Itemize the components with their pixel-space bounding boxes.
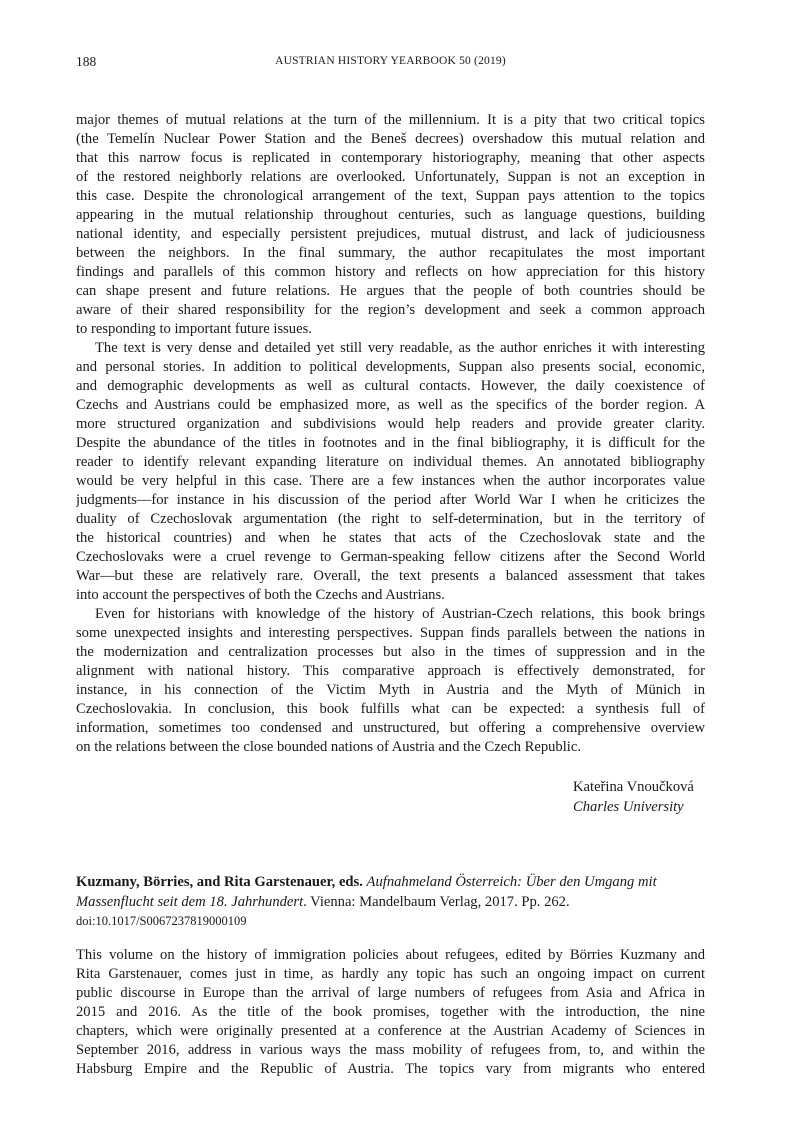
text-line: some unexpected insights and interesting perspectives. Suppan finds parallels between the nations in xyxy=(76,625,705,641)
reviewer-signature xyxy=(573,777,694,817)
citation-doi[interactable]: doi:10.1017/S0067237819000109 xyxy=(76,914,247,928)
text-line: Czechs and Austrians could be emphasized more, as well as the specifics of the border region. A xyxy=(76,397,705,413)
text-line: alignment with national history. This comparative approach is effectively demonstrated, for xyxy=(76,663,705,679)
text-line: This volume on the history of immigration policies about refugees, edited by Börries Kuzmany and xyxy=(76,947,705,963)
review1-paragraph-2 xyxy=(76,339,705,605)
book-citation xyxy=(76,872,705,930)
text-line: more structured organization and subdivisions would help readers and provide greater clarity. xyxy=(76,416,705,432)
text-line: that this narrow focus is replicated in contemporary historiography, meaning that other aspects xyxy=(76,150,705,166)
text-line: the modernization and centralization processes but also in the times of suppression and in the xyxy=(76,644,705,660)
text-line: The text is very dense and detailed yet still very readable, as the author enriches it with interesting xyxy=(95,340,705,356)
text-line: reader to identify relevant expanding literature on individual themes. An annotated bibliography xyxy=(76,454,705,470)
reviewer-name: Kateřina Vnoučková xyxy=(573,779,694,795)
journal-title: AUSTRIAN HISTORY YEARBOOK 50 (2019) xyxy=(275,55,506,67)
text-line: Even for historians with knowledge of the history of Austrian-Czech relations, this book brings xyxy=(95,606,705,622)
text-line: between the neighbors. In the final summary, the author recapitulates the most important xyxy=(76,245,705,261)
running-header xyxy=(76,54,705,72)
text-line: and personal stories. In addition to political developments, Suppan also presents social, economic, xyxy=(76,359,705,375)
citation-authors: Kuzmany, Börries, and Rita Garstenauer, eds. xyxy=(76,874,363,890)
text-line: can shape present and future relations. He argues that the people of both countries should be xyxy=(76,283,705,299)
page-number: 188 xyxy=(76,54,97,69)
review1-paragraph-3 xyxy=(76,605,705,757)
text-line: appearing in the mutual relationship throughout centuries, such as language questions, building xyxy=(76,207,705,223)
text-line: Czechoslovakia. In conclusion, this book fulfills what can be expected: a synthesis full of xyxy=(76,701,705,717)
text-line: September 2016, address in various ways the mass mobility of refugees from, to, and within the xyxy=(76,1042,705,1058)
text-line: Habsburg Empire and the Republic of Austria. The topics vary from migrants who entered xyxy=(76,1061,705,1077)
text-line: aware of their shared responsibility for the region’s development and seek a common approach xyxy=(76,302,705,318)
text-line: on the relations between the close bounded nations of Austria and the Czech Republic. xyxy=(76,739,581,755)
text-line: Despite the abundance of the titles in footnotes and in the final bibliography, it is difficult for the xyxy=(76,435,705,451)
text-line: would be very helpful in this case. There are a few instances when the author incorporates value xyxy=(76,473,705,489)
text-line: major themes of mutual relations at the turn of the millennium. It is a pity that two critical topics xyxy=(76,112,705,128)
text-line: national identity, and especially persistent prejudices, mutual distrust, and lack of judiciousness xyxy=(76,226,705,242)
text-line: public discourse in Europe than the arrival of large numbers of refugees from Asia and Africa in xyxy=(76,985,705,1001)
reviewer-affiliation: Charles University xyxy=(573,799,684,815)
text-line: 2015 and 2016. As the title of the book promises, together with the introduction, the nine xyxy=(76,1004,705,1020)
text-line: chapters, which were originally presented at a conference at the Austrian Academy of Sciences in xyxy=(76,1023,705,1039)
text-line: judgments—for instance in his discussion of the period after World War I when he criticizes the xyxy=(76,492,705,508)
text-line: and demographic developments as well as cultural contacts. However, the daily coexistence of xyxy=(76,378,705,394)
text-line: findings and parallels of this common history and reflects on how appreciation for this history xyxy=(76,264,705,280)
text-line: the historical countries) and when he states that acts of the Czechoslovak state and the xyxy=(76,530,705,546)
text-line: Rita Garstenauer, comes just in time, as hardly any topic has such an ongoing impact on current xyxy=(76,966,705,982)
review1-paragraph-1 xyxy=(76,111,705,339)
text-line: information, sometimes too condensed and unstructured, but offering a comprehensive overview xyxy=(76,720,705,736)
text-line: duality of Czechoslovak argumentation (the right to self-determination, but in the territory of xyxy=(76,511,705,527)
text-line: Czechoslovaks were a cruel revenge to German-speaking fellow citizens after the Second World xyxy=(76,549,705,565)
text-line: into account the perspectives of both the Czechs and Austrians. xyxy=(76,587,445,603)
text-line: War—but these are relatively rare. Overall, the text presents a balanced assessment that takes xyxy=(76,568,705,584)
text-line: this case. Despite the chronological arrangement of the text, Suppan pays attention to the topics xyxy=(76,188,705,204)
text-line: to responding to important future issues. xyxy=(76,321,312,337)
text-line: (the Temelín Nuclear Power Station and the Beneš decrees) overshadow this mutual relation and xyxy=(76,131,705,147)
citation-book-title: Aufnahmeland Österreich: Über den Umgang mit Massenflucht seit dem 18. Jahrhundert xyxy=(76,874,657,910)
text-line: instance, in his connection of the Victim Myth in Austria and the Myth of Münich in xyxy=(76,682,705,698)
text-line: of the restored neighborly relations are overlooked. Unfortunately, Suppan is not an exception in xyxy=(76,169,705,185)
citation-publisher: . Vienna: Mandelbaum Verlag, 2017. Pp. 262. xyxy=(303,894,570,910)
review2-paragraph-1 xyxy=(76,946,705,1079)
